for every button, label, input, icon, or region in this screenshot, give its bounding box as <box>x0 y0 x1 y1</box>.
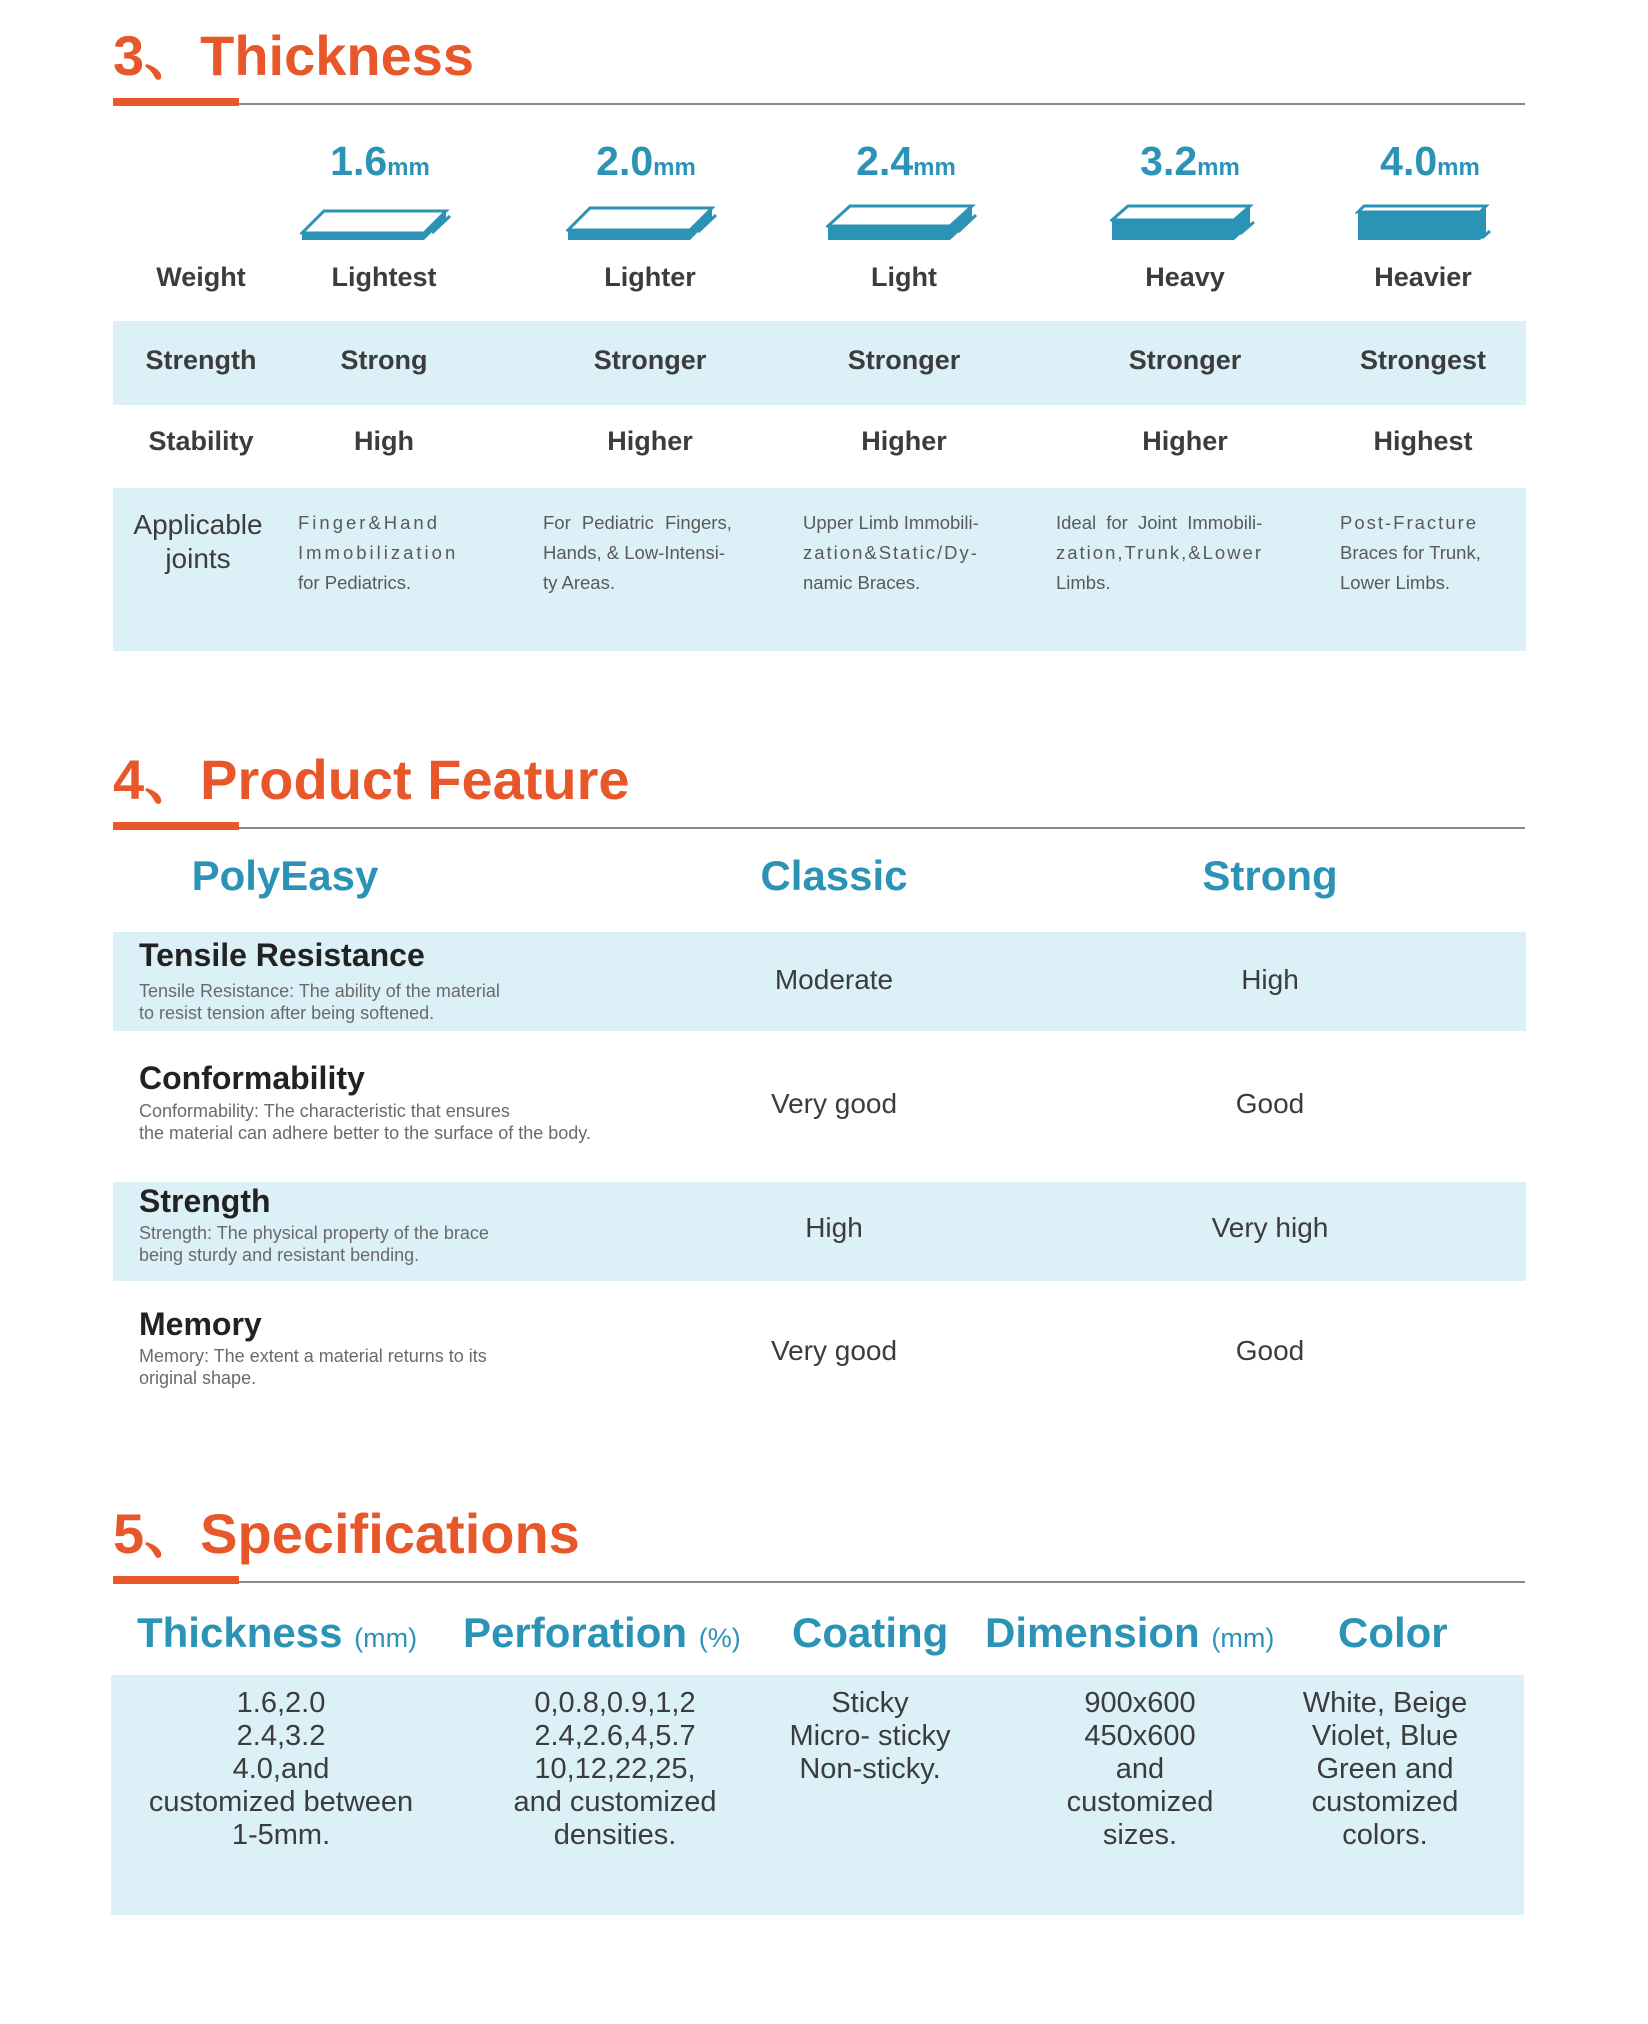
feature-strong-value: High <box>1241 964 1299 995</box>
section-divider <box>113 103 1525 105</box>
feature-header-classic: Classic <box>760 852 908 899</box>
feature-description <box>139 980 500 1024</box>
spec-header-perforation <box>463 1609 741 1657</box>
thickness-2-4-illustration <box>826 138 986 238</box>
spec-value-line: 0,0.8,0.9,1,2 <box>534 1687 696 1719</box>
feature-strong-value: Good <box>1235 1335 1305 1366</box>
feature-strong-value: Good <box>1235 1088 1305 1119</box>
spec-header-thickness <box>137 1609 417 1657</box>
spec-header-label: Perforation <box>463 1609 688 1656</box>
joints-line: Ideal for Joint Immobili- <box>1056 512 1263 533</box>
spec-value-line: customized between <box>148 1786 414 1818</box>
joints-text-4-0 <box>1340 508 1481 598</box>
thickness-unit: mm <box>387 154 430 181</box>
weight-value: Lighter <box>604 262 696 292</box>
stability-value: High <box>354 426 414 456</box>
spec-value-line: Non-sticky. <box>799 1753 941 1785</box>
feature-description-line: Conformability: The characteristic that ensures <box>139 1101 510 1121</box>
feature-strong-value: Very high <box>1211 1212 1329 1243</box>
joints-line: Upper Limb Immobili- <box>803 512 979 533</box>
stability-value: Higher <box>607 426 693 456</box>
strength-value: Strong <box>340 345 428 375</box>
specs-section-title: 5、Specifications <box>113 1502 580 1565</box>
joints-line: zation,Trunk,&Lower <box>1056 542 1263 563</box>
spec-value-line: Sticky <box>831 1687 909 1719</box>
spec-values-color <box>1270 1687 1500 1852</box>
spec-header-label: Dimension <box>985 1609 1200 1656</box>
spec-value-line: and customized <box>513 1786 717 1818</box>
feature-name: Conformability <box>139 1060 365 1096</box>
weight-value: Lightest <box>331 262 437 292</box>
spec-values-dimension <box>1020 1687 1260 1852</box>
joints-line: Hands, & Low-Intensi- <box>543 542 726 563</box>
feature-description-line: original shape. <box>139 1368 257 1388</box>
joints-line: Braces for Trunk, <box>1340 542 1481 563</box>
feature-description <box>139 1222 489 1266</box>
feature-description-line: being sturdy and resistant bending. <box>139 1245 420 1265</box>
spec-values-perforation <box>470 1687 760 1852</box>
spec-value-line: Micro- sticky <box>789 1720 951 1752</box>
feature-classic-value: Very good <box>770 1335 898 1366</box>
spec-header-label: Thickness <box>137 1609 343 1656</box>
spec-value-line: and <box>1115 1753 1165 1785</box>
thickness-unit: mm <box>913 154 956 181</box>
feature-description-line: Tensile Resistance: The ability of the material <box>139 981 500 1001</box>
plate-icon <box>300 176 460 246</box>
spec-value-line: White, Beige <box>1302 1687 1468 1719</box>
feature-description-line: the material can adhere better to the surface of the body. <box>139 1123 591 1143</box>
strength-value: Strongest <box>1359 345 1486 375</box>
feature-description <box>139 1100 591 1144</box>
spec-header-unit: (mm) <box>1211 1623 1275 1653</box>
thickness-3-2-illustration <box>1110 138 1270 238</box>
feature-section-title: 4、Product Feature <box>113 748 630 811</box>
plate-icon <box>1350 176 1510 246</box>
spec-value-line: 4.0,and <box>232 1753 330 1785</box>
strength-label: Strength <box>145 345 257 375</box>
feature-classic-value: Very good <box>770 1088 898 1119</box>
feature-name: Strength <box>139 1183 271 1219</box>
spec-value-line: Green and <box>1316 1753 1454 1785</box>
spec-values-thickness <box>136 1687 426 1852</box>
feature-name: Memory <box>139 1306 262 1342</box>
stability-value: Higher <box>861 426 947 456</box>
thickness-value: 2.0 <box>596 138 654 184</box>
joints-line: zation&Static/Dy- <box>803 542 979 563</box>
spec-values-coating <box>765 1687 975 1786</box>
joints-line: For Pediatric Fingers, <box>543 512 732 533</box>
section-accent-bar <box>113 1576 239 1584</box>
section-accent-bar <box>113 822 239 830</box>
feature-classic-value: Moderate <box>774 964 894 995</box>
thickness-unit: mm <box>653 154 696 181</box>
section-divider <box>113 827 1525 829</box>
joints-line: Immobilization <box>298 542 459 563</box>
spec-value-line: colors. <box>1342 1819 1428 1851</box>
spec-value-line: 2.4,2.6,4,5.7 <box>534 1720 696 1752</box>
spec-header-label: Color <box>1338 1609 1448 1656</box>
thickness-value: 4.0 <box>1380 138 1438 184</box>
spec-header-coating <box>792 1609 948 1657</box>
spec-value-line: sizes. <box>1102 1819 1178 1851</box>
joints-line: Lower Limbs. <box>1340 572 1451 593</box>
spec-header-dimension <box>985 1609 1274 1657</box>
spec-value-line: 1-5mm. <box>231 1819 331 1851</box>
spec-value-line: Violet, Blue <box>1311 1720 1459 1752</box>
stability-label: Stability <box>148 426 254 456</box>
weight-value: Light <box>871 262 937 292</box>
stability-value: Highest <box>1373 426 1473 456</box>
joints-label-line: joints <box>165 543 231 574</box>
thickness-2-0-illustration <box>566 138 726 238</box>
joints-label-line: Applicable <box>133 509 263 540</box>
joints-line: Post-Fracture <box>1340 512 1479 533</box>
stability-value: Higher <box>1142 426 1228 456</box>
section-accent-bar <box>113 98 239 106</box>
spec-value-line: customized <box>1311 1786 1459 1818</box>
feature-description <box>139 1345 487 1389</box>
applicable-joints-label <box>113 508 283 576</box>
spec-value-line: 10,12,22,25, <box>534 1753 696 1785</box>
weight-value: Heavier <box>1374 262 1472 292</box>
spec-value-line: 2.4,3.2 <box>236 1720 326 1752</box>
thickness-value: 3.2 <box>1140 138 1198 184</box>
spec-header-unit: (%) <box>698 1623 741 1653</box>
thickness-unit: mm <box>1437 154 1480 181</box>
feature-header-polyeasy: PolyEasy <box>191 852 379 899</box>
joints-line: Finger&Hand <box>298 512 441 533</box>
thickness-section-title: 3、Thickness <box>113 24 475 87</box>
thickness-4-0-illustration <box>1350 138 1510 238</box>
spec-header-label: Coating <box>792 1609 949 1656</box>
strength-value: Stronger <box>847 345 961 375</box>
spec-value-line: customized <box>1066 1786 1214 1818</box>
feature-description-line: Strength: The physical property of the brace <box>139 1223 489 1243</box>
spec-header-color <box>1338 1609 1448 1657</box>
spec-value-line: 1.6,2.0 <box>236 1687 326 1719</box>
weight-value: Heavy <box>1145 262 1225 292</box>
feature-header-strong: Strong <box>1202 852 1338 899</box>
feature-description-line: Memory: The extent a material returns to its <box>139 1346 487 1366</box>
thickness-value: 2.4 <box>856 138 914 184</box>
joints-text-1-6 <box>298 508 458 598</box>
section-divider <box>113 1581 1525 1583</box>
thickness-unit: mm <box>1197 154 1240 181</box>
feature-description-line: to resist tension after being softened. <box>139 1003 435 1023</box>
spec-value-line: densities. <box>553 1819 677 1851</box>
spec-value-line: 900x600 <box>1084 1687 1196 1719</box>
plate-icon <box>826 176 986 246</box>
feature-classic-value: High <box>805 1212 863 1243</box>
joints-line: namic Braces. <box>803 572 921 593</box>
plate-icon <box>566 176 726 246</box>
strength-value: Stronger <box>1128 345 1242 375</box>
thickness-1-6-illustration <box>300 138 460 238</box>
spec-header-unit: (mm) <box>354 1623 418 1653</box>
joints-text-2-0 <box>543 508 732 598</box>
joints-text-2-4 <box>803 508 979 598</box>
feature-name: Tensile Resistance <box>139 937 425 973</box>
joints-line: ty Areas. <box>543 572 615 593</box>
weight-label: Weight <box>156 262 246 292</box>
joints-line: for Pediatrics. <box>298 572 412 593</box>
thickness-value: 1.6 <box>330 138 388 184</box>
plate-icon <box>1110 176 1270 246</box>
strength-value: Stronger <box>593 345 707 375</box>
spec-value-line: 450x600 <box>1084 1720 1196 1752</box>
joints-text-3-2 <box>1056 508 1263 598</box>
joints-line: Limbs. <box>1056 572 1111 593</box>
